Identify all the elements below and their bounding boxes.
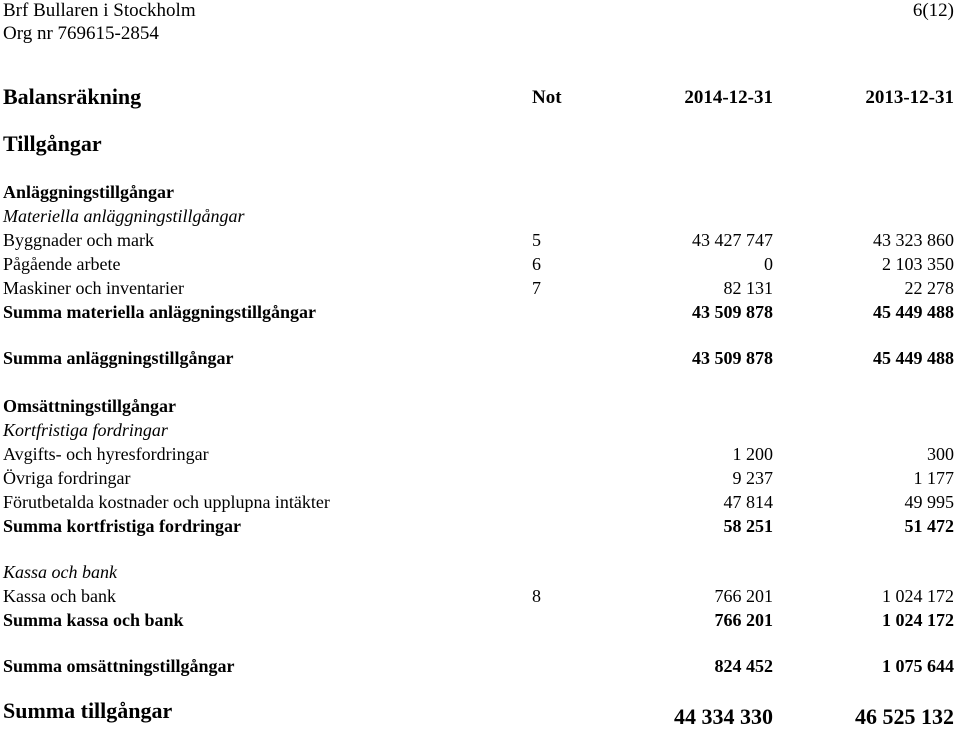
row-prior: 45 449 488 [873,348,954,368]
row-current: 44 334 330 [674,704,773,729]
row-prior: 51 472 [904,516,954,536]
table-row [3,253,959,277]
page-title: Balansräkning [3,84,142,109]
org-number: Org nr 769615-2854 [3,23,159,44]
group-heading: Anläggningstillgångar [3,182,175,202]
table-row [3,491,959,515]
row-note: 5 [532,230,541,250]
row-label: Kassa och bank [3,586,116,606]
subgroup-heading: Kassa och bank [3,562,117,582]
row-prior: 2 103 350 [882,254,954,274]
row-note: 6 [532,254,541,274]
row-label: Summa tillgångar [3,698,173,723]
current-year-header: 2014-12-31 [684,87,773,108]
grand-total-row [3,698,959,727]
subgroup-heading: Kortfristiga fordringar [3,420,168,440]
table-row [3,443,959,467]
group-heading: Omsättningstillgångar [3,396,177,416]
row-prior: 300 [927,444,954,464]
row-current: 43 427 747 [692,230,773,250]
row-label: Summa kortfristiga fordringar [3,516,241,536]
row-label: Byggnader och mark [3,230,154,250]
row-note: 7 [532,278,541,298]
note-column-header: Not [532,87,562,108]
row-label: Pågående arbete [3,254,121,274]
row-prior: 43 323 860 [873,230,954,250]
row-prior: 49 995 [904,492,954,512]
row-note: 8 [532,586,541,606]
table-row [3,467,959,491]
row-prior: 1 024 172 [882,586,954,606]
row-current: 766 201 [714,586,773,606]
table-row [3,229,959,253]
row-label: Maskiner och inventarier [3,278,184,298]
row-label: Summa omsättningstillgångar [3,656,235,676]
org-number-line [3,23,959,47]
row-prior: 1 075 644 [882,656,954,676]
row-label: Summa materiella anläggningstillgångar [3,302,317,322]
row-current: 766 201 [714,610,773,630]
company-name: Brf Bullaren i Stockholm [3,0,196,21]
total-row [3,655,959,679]
row-label: Avgifts- och hyresfordringar [3,444,209,464]
subgroup-heading: Materiella anläggningstillgångar [3,206,245,226]
row-prior: 1 024 172 [882,610,954,630]
row-prior: 45 449 488 [873,302,954,322]
table-row [3,277,959,301]
row-current: 0 [764,254,773,274]
row-current: 9 237 [732,468,773,488]
subtotal-row [3,515,959,539]
row-current: 58 251 [723,516,773,536]
row-label: Övriga fordringar [3,468,131,488]
subtotal-row [3,609,959,633]
row-prior: 22 278 [904,278,954,298]
subtotal-row [3,301,959,325]
table-header [3,84,959,108]
row-current: 43 509 878 [692,348,773,368]
page-header [3,0,959,24]
table-row [3,585,959,609]
page-number: 6(12) [912,0,954,21]
row-current: 82 131 [723,278,773,298]
row-current: 47 814 [723,492,773,512]
section-title: Tillgångar [3,131,102,156]
row-label: Förutbetalda kostnader och upplupna intäkter [3,492,330,512]
total-row [3,347,959,371]
row-prior: 46 525 132 [855,704,954,729]
row-label: Summa kassa och bank [3,610,184,630]
row-label: Summa anläggningstillgångar [3,348,234,368]
row-prior: 1 177 [913,468,954,488]
row-current: 824 452 [714,656,773,676]
prior-year-header: 2013-12-31 [865,87,954,108]
row-current: 1 200 [732,444,773,464]
row-current: 43 509 878 [692,302,773,322]
